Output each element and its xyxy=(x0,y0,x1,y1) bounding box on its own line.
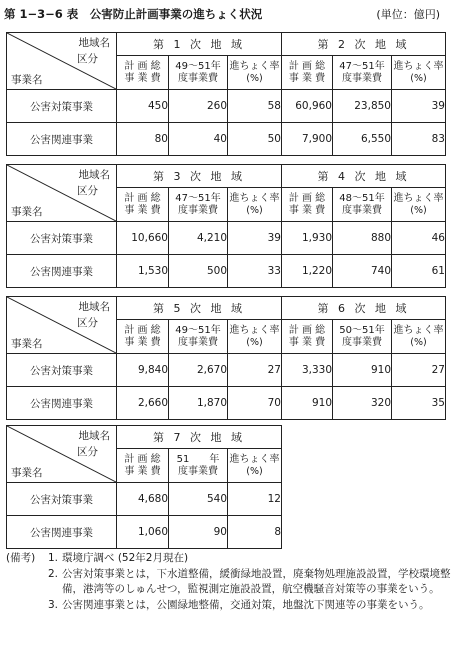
note-text: 公害対策事業とは，下水道整備，緩衝緑地設置，廃棄物処理施設設置，学校環境整備，港湾等のしゅんせつ，監視測定施設設置，航空機騒音対策等の事業をいう。 xyxy=(62,567,451,595)
col-total-bottom: 事 業 費 xyxy=(124,72,161,84)
col-total-top: 計 画 総 xyxy=(124,192,161,204)
col-total-top: 計 画 総 xyxy=(288,324,326,336)
kubun-header: 区分 xyxy=(77,317,98,329)
fy-cost-cell: 880 xyxy=(333,222,392,255)
region-title: 第 3 次 地 域 xyxy=(117,165,282,188)
fy-cost-cell: 320 xyxy=(333,387,392,420)
region-header: 地域名 xyxy=(78,430,110,442)
kubun-header: 区分 xyxy=(77,53,98,65)
col-fy-top: 49〜51年 xyxy=(175,60,221,72)
progress-rate-cell: 58 xyxy=(228,90,282,123)
col-rate-header xyxy=(392,56,446,90)
header-row xyxy=(7,165,446,188)
col-total-bottom: 事 業 費 xyxy=(124,336,161,348)
fy-cost-cell: 40 xyxy=(169,123,228,156)
col-rate-top: 進ちょく率 xyxy=(229,453,280,465)
row-label: 公害関連事業 xyxy=(7,387,117,420)
region-header: 地域名 xyxy=(78,37,110,49)
fy-cost-cell: 2,670 xyxy=(169,354,228,387)
progress-rate-cell: 39 xyxy=(392,90,446,123)
progress-rate-cell: 61 xyxy=(392,255,446,288)
progress-rate-cell: 33 xyxy=(228,255,282,288)
total-cost-cell: 7,900 xyxy=(282,123,333,156)
table-row xyxy=(7,222,446,255)
header-row xyxy=(7,33,446,56)
col-total-header xyxy=(117,449,169,483)
progress-rate-cell: 50 xyxy=(228,123,282,156)
row-label: 公害対策事業 xyxy=(7,483,117,516)
col-rate-unit: (%) xyxy=(246,204,263,216)
col-fy-header xyxy=(169,56,228,90)
header-row xyxy=(7,297,446,320)
col-total-header xyxy=(282,188,333,222)
col-fy-top: 50〜51年 xyxy=(339,324,385,336)
col-total-header xyxy=(117,188,169,222)
note-item-2 xyxy=(6,567,464,598)
project-header: 事業名 xyxy=(11,74,43,86)
note-item-3 xyxy=(6,598,464,614)
col-rate-header xyxy=(392,188,446,222)
fy-cost-cell: 740 xyxy=(333,255,392,288)
col-fy-top: 47〜51年 xyxy=(339,60,385,72)
fy-cost-cell: 23,850 xyxy=(333,90,392,123)
project-header: 事業名 xyxy=(11,206,43,218)
note-number: 1. xyxy=(48,552,59,564)
col-total-bottom: 事 業 費 xyxy=(288,336,326,348)
col-total-bottom: 事 業 費 xyxy=(124,204,161,216)
col-rate-unit: (%) xyxy=(246,72,263,84)
note-text: 公害関連事業とは，公園緑地整備，交通対策，地盤沈下関連等の事業をいう。 xyxy=(62,598,430,611)
region-title: 第 6 次 地 域 xyxy=(282,297,446,320)
col-fy-header xyxy=(333,320,392,354)
col-fy-top: 49〜51年 xyxy=(175,324,221,336)
col-total-header xyxy=(282,56,333,90)
kubun-header: 区分 xyxy=(77,446,98,458)
fy-cost-cell: 6,550 xyxy=(333,123,392,156)
col-fy-bottom: 度事業費 xyxy=(342,72,382,84)
table-row xyxy=(7,255,446,288)
region-title: 第 2 次 地 域 xyxy=(282,33,446,56)
region-header: 地域名 xyxy=(78,169,110,181)
total-cost-cell: 80 xyxy=(117,123,169,156)
table-row xyxy=(7,123,446,156)
col-fy-header xyxy=(169,320,228,354)
data-table-block xyxy=(6,296,446,420)
col-fy-bottom: 度事業費 xyxy=(342,204,382,216)
col-rate-top: 進ちょく率 xyxy=(229,324,280,336)
fy-cost-cell: 1,870 xyxy=(169,387,228,420)
col-fy-bottom: 度事業費 xyxy=(178,72,218,84)
col-rate-top: 進ちょく率 xyxy=(229,60,280,72)
total-cost-cell: 4,680 xyxy=(117,483,169,516)
note-number: 2. xyxy=(48,567,59,580)
col-fy-bottom: 度事業費 xyxy=(178,465,218,477)
col-fy-top: 47〜51年 xyxy=(175,192,221,204)
table-row xyxy=(7,387,446,420)
data-table-block xyxy=(6,164,446,288)
col-fy-header xyxy=(169,188,228,222)
col-fy-header xyxy=(169,449,228,483)
col-total-bottom: 事 業 費 xyxy=(288,204,326,216)
page-title: 第 1−3−6 表 公害防止計画事業の進ちょく状況 xyxy=(4,7,263,21)
region-header: 地域名 xyxy=(78,301,110,313)
progress-rate-cell: 70 xyxy=(228,387,282,420)
total-cost-cell: 60,960 xyxy=(282,90,333,123)
col-fy-bottom: 度事業費 xyxy=(178,204,218,216)
table-row xyxy=(7,354,446,387)
col-rate-top: 進ちょく率 xyxy=(393,324,444,336)
col-fy-bottom: 度事業費 xyxy=(178,336,218,348)
col-rate-top: 進ちょく率 xyxy=(393,60,444,72)
col-total-top: 計 画 総 xyxy=(124,324,161,336)
total-cost-cell: 10,660 xyxy=(117,222,169,255)
col-total-top: 計 画 総 xyxy=(288,192,326,204)
progress-rate-cell: 46 xyxy=(392,222,446,255)
total-cost-cell: 1,220 xyxy=(282,255,333,288)
header-corner xyxy=(7,165,117,222)
table-row xyxy=(7,90,446,123)
col-total-header xyxy=(117,56,169,90)
col-fy-top: 51 年 xyxy=(176,453,220,465)
col-total-header xyxy=(117,320,169,354)
col-rate-top: 進ちょく率 xyxy=(229,192,280,204)
fy-cost-cell: 4,210 xyxy=(169,222,228,255)
data-table-block xyxy=(6,425,282,549)
progress-rate-cell: 8 xyxy=(228,516,282,549)
col-fy-header xyxy=(333,56,392,90)
col-rate-unit: (%) xyxy=(246,465,263,477)
col-total-top: 計 画 総 xyxy=(124,453,161,465)
total-cost-cell: 1,930 xyxy=(282,222,333,255)
total-cost-cell: 2,660 xyxy=(117,387,169,420)
project-header: 事業名 xyxy=(11,467,43,479)
notes xyxy=(6,551,464,613)
notes-label: (備考) xyxy=(6,552,36,564)
col-rate-header xyxy=(392,320,446,354)
col-fy-bottom: 度事業費 xyxy=(342,336,382,348)
col-total-top: 計 画 総 xyxy=(124,60,161,72)
fy-cost-cell: 500 xyxy=(169,255,228,288)
header-corner xyxy=(7,297,117,354)
total-cost-cell: 9,840 xyxy=(117,354,169,387)
col-rate-header xyxy=(228,449,282,483)
table-row xyxy=(7,516,282,549)
project-header: 事業名 xyxy=(11,338,43,350)
unit-label: (単位：億円) xyxy=(376,8,440,21)
col-rate-unit: (%) xyxy=(246,336,263,348)
fy-cost-cell: 260 xyxy=(169,90,228,123)
col-rate-header xyxy=(228,56,282,90)
data-table-block xyxy=(6,32,446,156)
col-fy-header xyxy=(333,188,392,222)
col-rate-top: 進ちょく率 xyxy=(393,192,444,204)
kubun-header: 区分 xyxy=(77,185,98,197)
progress-rate-cell: 27 xyxy=(392,354,446,387)
progress-rate-cell: 35 xyxy=(392,387,446,420)
progress-rate-cell: 39 xyxy=(228,222,282,255)
region-title: 第 5 次 地 域 xyxy=(117,297,282,320)
fy-cost-cell: 90 xyxy=(169,516,228,549)
row-label: 公害関連事業 xyxy=(7,255,117,288)
row-label: 公害関連事業 xyxy=(7,516,117,549)
col-total-top: 計 画 総 xyxy=(288,60,326,72)
row-label: 公害対策事業 xyxy=(7,90,117,123)
col-total-header xyxy=(282,320,333,354)
row-label: 公害関連事業 xyxy=(7,123,117,156)
col-fy-top: 48〜51年 xyxy=(339,192,385,204)
region-title: 第 1 次 地 域 xyxy=(117,33,282,56)
total-cost-cell: 910 xyxy=(282,387,333,420)
total-cost-cell: 3,330 xyxy=(282,354,333,387)
total-cost-cell: 1,060 xyxy=(117,516,169,549)
fy-cost-cell: 910 xyxy=(333,354,392,387)
note-item-1 xyxy=(6,551,464,567)
note-number: 3. xyxy=(48,598,59,611)
header-corner xyxy=(7,426,117,483)
note-text: 環境庁調べ (52年2月現在) xyxy=(62,552,189,564)
header-row xyxy=(7,426,282,449)
col-rate-unit: (%) xyxy=(410,72,427,84)
region-title: 第 4 次 地 域 xyxy=(282,165,446,188)
progress-rate-cell: 83 xyxy=(392,123,446,156)
row-label: 公害対策事業 xyxy=(7,222,117,255)
col-rate-unit: (%) xyxy=(410,336,427,348)
total-cost-cell: 1,530 xyxy=(117,255,169,288)
col-rate-unit: (%) xyxy=(410,204,427,216)
col-total-bottom: 事 業 費 xyxy=(124,465,161,477)
col-rate-header xyxy=(228,188,282,222)
total-cost-cell: 450 xyxy=(117,90,169,123)
col-total-bottom: 事 業 費 xyxy=(288,72,326,84)
header-corner xyxy=(7,33,117,90)
col-rate-header xyxy=(228,320,282,354)
progress-rate-cell: 27 xyxy=(228,354,282,387)
fy-cost-cell: 540 xyxy=(169,483,228,516)
table-row xyxy=(7,483,282,516)
region-title: 第 7 次 地 域 xyxy=(117,426,282,449)
progress-rate-cell: 12 xyxy=(228,483,282,516)
row-label: 公害対策事業 xyxy=(7,354,117,387)
